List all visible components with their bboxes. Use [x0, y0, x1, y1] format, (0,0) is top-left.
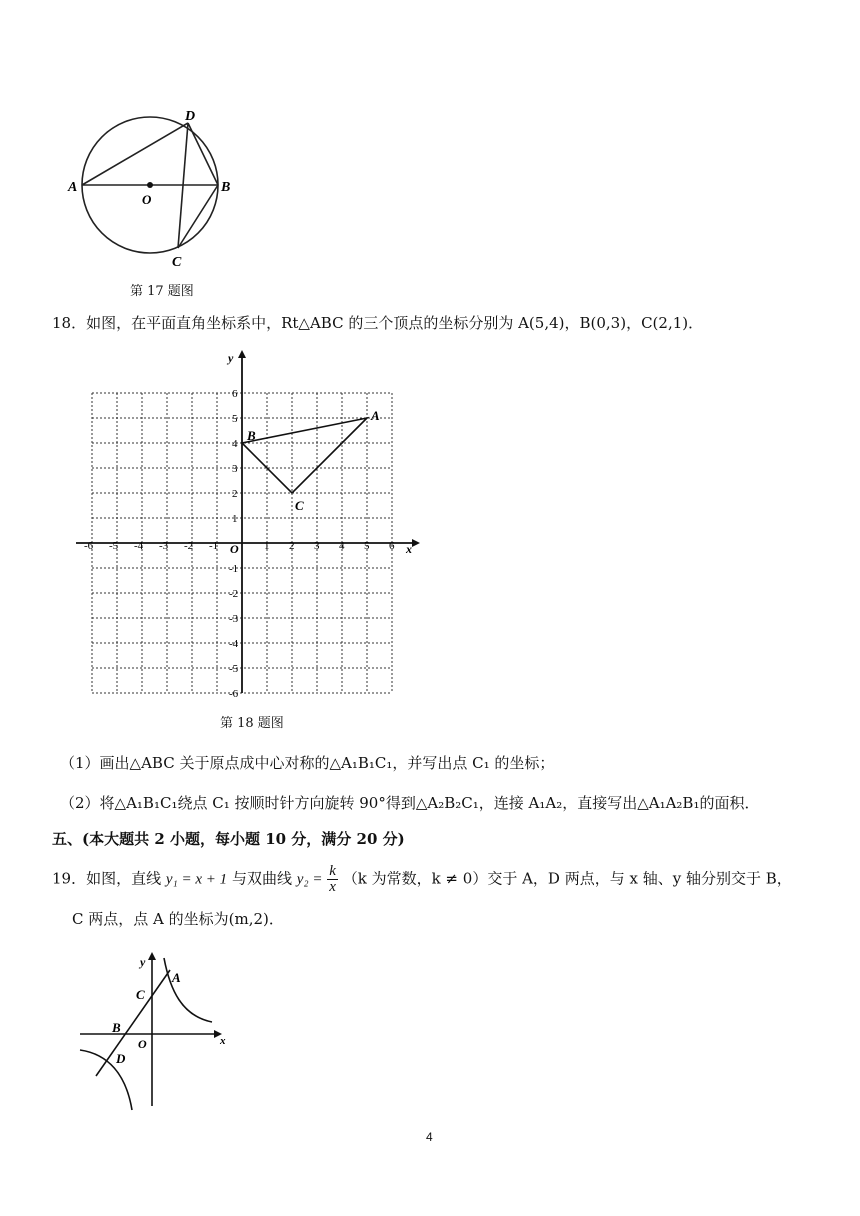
- q19-text-c: （k 为常数，k ≠ 0）交于 A，D 两点，与 x 轴、y 轴分别交于 B，: [342, 869, 792, 888]
- q19-fraction-numerator: k: [329, 863, 336, 879]
- q18-x-arrow-icon: [412, 539, 420, 547]
- q18-caption: 第 18 题图: [220, 716, 284, 731]
- q19-graph: [72, 948, 232, 1113]
- q19-label-d: D: [116, 1051, 126, 1066]
- q18-point-a-label: A: [371, 408, 380, 423]
- q18-y-tick-label: 3: [232, 463, 238, 475]
- q18-y-tick-label: -3: [229, 613, 239, 625]
- q19-y-arrow-icon: [148, 952, 156, 960]
- q19-fraction-denominator: x: [329, 879, 336, 895]
- q18-part2: （2）将△A₁B₁C₁绕点 C₁ 按顺时针方向旋转 90°得到△A₂B₂C₁，连接 A₁A₂，直接写出△A₁A₂B₁的面积．: [60, 794, 760, 812]
- q18-x-tick-label: -6: [84, 540, 94, 552]
- q18-origin-label: O: [230, 542, 239, 556]
- q18-axis-y-label: y: [228, 351, 234, 365]
- q19-label-o: O: [138, 1037, 147, 1051]
- q18-y-tick-label: 4: [232, 438, 238, 450]
- q19-text-b: 与双曲线: [231, 869, 292, 888]
- q17-chord-db: [188, 123, 218, 185]
- q19-eq1: y₁ = x + 1: [165, 871, 228, 888]
- q18-point-b-label: B: [247, 428, 256, 443]
- q18-triangle-abc: [242, 418, 367, 493]
- q18-y-tick-label: 1: [232, 513, 238, 525]
- q17-chord-bc: [178, 185, 218, 248]
- q18-tick-labels: [84, 388, 395, 700]
- q19-label-a: A: [172, 970, 181, 985]
- q18-x-tick-label: 2: [289, 540, 295, 552]
- section-heading: 五、(本大题共 2 小题，每小题 10 分，满分 20 分): [52, 830, 405, 848]
- q19-label-y: y: [140, 955, 146, 969]
- q19-hyperbola-branch-1: [164, 958, 212, 1022]
- q19-label-c: C: [136, 987, 145, 1002]
- q19-fraction: [327, 864, 338, 895]
- q18-x-tick-label: 5: [364, 540, 370, 552]
- q18-y-tick-label: -2: [229, 588, 239, 600]
- q18-axis-x-label: x: [406, 542, 412, 556]
- q17-circle-figure: [60, 100, 250, 275]
- q18-y-arrow-icon: [238, 350, 246, 358]
- q18-y-tick-label: 6: [232, 388, 238, 400]
- q18-x-tick-label: -3: [159, 540, 169, 552]
- q19-line2: C 两点，点 A 的坐标为(m,2)．: [72, 910, 284, 928]
- q19-label-b: B: [112, 1020, 121, 1035]
- q18-x-tick-label: 1: [264, 540, 270, 552]
- q18-point-c-label: C: [295, 498, 304, 513]
- q18-x-tick-label: 3: [314, 540, 320, 552]
- q18-part1: （1）画出△ABC 关于原点成中心对称的△A₁B₁C₁，并写出点 C₁ 的坐标；: [60, 754, 555, 772]
- q17-label-a: A: [68, 180, 78, 195]
- q19-text-a: 19．如图，直线: [52, 869, 162, 888]
- q17-caption: 第 17 题图: [130, 284, 194, 299]
- page-number: 4: [426, 1130, 433, 1144]
- q18-x-tick-label: -2: [184, 540, 194, 552]
- q17-center-dot: [147, 182, 153, 188]
- q18-x-tick-label: -1: [209, 540, 219, 552]
- q18-x-tick-label: 4: [339, 540, 345, 552]
- q18-y-tick-label: -1: [229, 563, 239, 575]
- q17-chord-ad: [82, 123, 188, 185]
- q18-y-tick-label: -6: [229, 688, 239, 700]
- q17-label-b: B: [221, 180, 231, 195]
- q19-label-x: x: [220, 1035, 226, 1047]
- q18-x-tick-label: -5: [109, 540, 119, 552]
- q18-y-tick-label: 5: [232, 413, 238, 425]
- q18-y-tick-label: -5: [229, 663, 239, 675]
- q19-eq2-lhs: y₂ =: [296, 871, 323, 888]
- q18-x-tick-label: -4: [134, 540, 144, 552]
- q18-y-tick-label: -4: [229, 638, 239, 650]
- q18-coordinate-grid: [72, 350, 422, 700]
- q17-label-o: O: [142, 192, 152, 207]
- q18-stem: 18．如图，在平面直角坐标系中，Rt△ABC 的三个顶点的坐标分别为 A(5,4)，B(0,3)，C(2,1)．: [52, 314, 704, 332]
- q18-y-tick-label: 2: [232, 488, 238, 500]
- q19-line1: [52, 864, 792, 895]
- q18-x-tick-label: 6: [389, 540, 395, 552]
- q17-label-c: C: [172, 255, 182, 270]
- q17-label-d: D: [185, 109, 196, 124]
